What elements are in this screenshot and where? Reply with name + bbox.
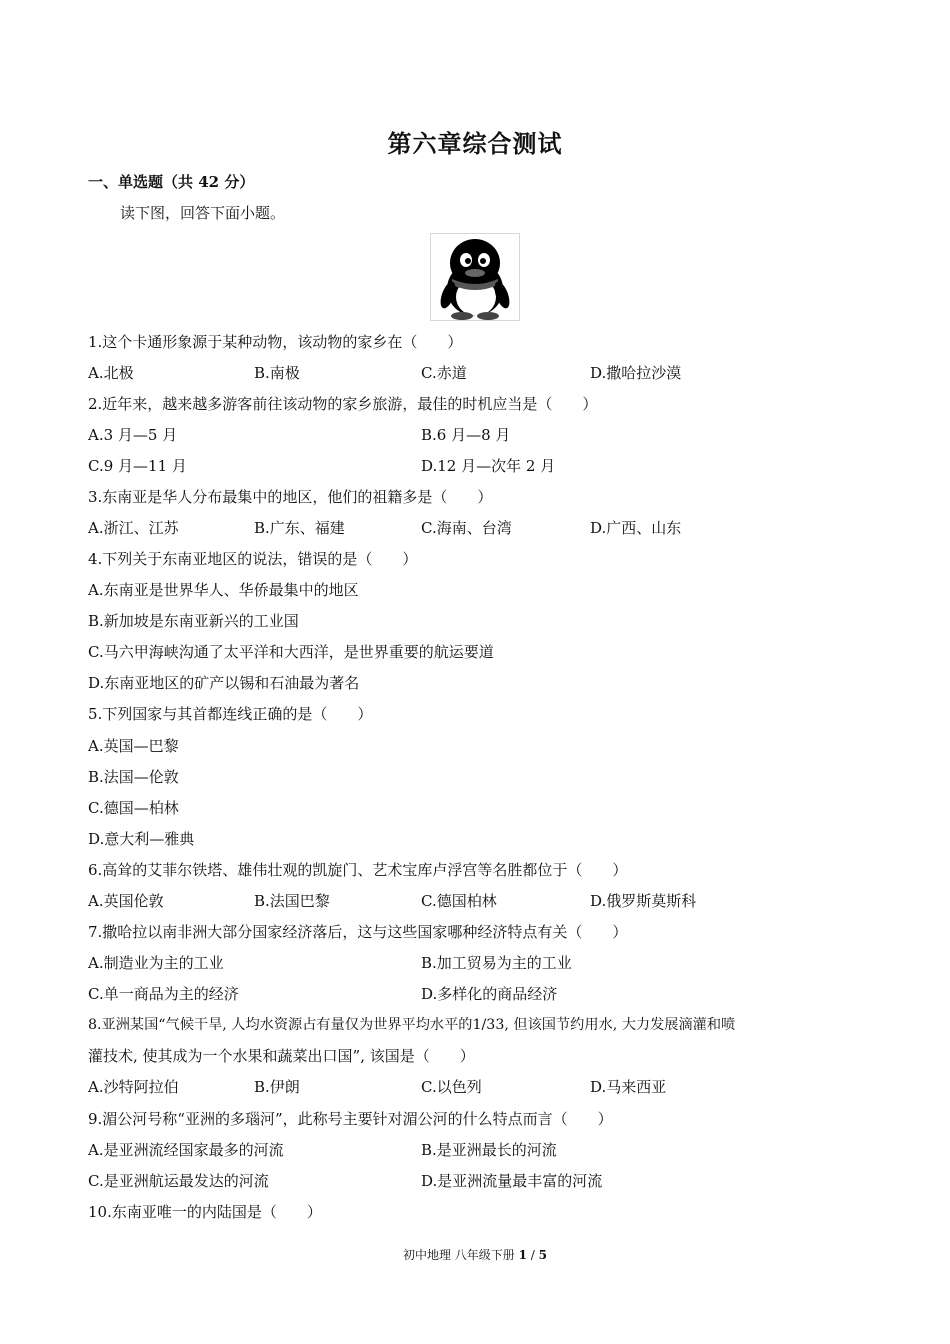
page-title: 第六章综合测试	[387, 129, 563, 158]
question-8-option-a[interactable]: A.沙特阿拉伯	[88, 1078, 179, 1096]
question-3-option-d[interactable]: D.广西、山东	[590, 519, 682, 537]
question-7-option-d[interactable]: D.多样化的商品经济	[421, 985, 558, 1003]
question-5-option-b[interactable]: B.法国—伦敦	[88, 768, 179, 786]
question-6-option-a[interactable]: A.英国伦敦	[88, 892, 164, 910]
question-5-option-d[interactable]: D.意大利—雅典	[88, 830, 195, 848]
footer-page-number: 1	[518, 1248, 527, 1262]
question-4-option-c[interactable]: C.马六甲海峡沟通了太平洋和大西洋，是世界重要的航运要道	[88, 643, 494, 661]
question-4-option-a[interactable]: A.东南亚是世界华人、华侨最集中的地区	[88, 581, 359, 599]
question-2-option-b[interactable]: B.6 月—8 月	[421, 426, 511, 444]
footer-subject: 初中地理 八年级下册	[402, 1248, 519, 1262]
question-3-option-a[interactable]: A.浙江、江苏	[88, 519, 179, 537]
question-7-option-b[interactable]: B.加工贸易为主的工业	[421, 954, 572, 972]
question-6-stem: 6.高耸的艾菲尔铁塔、雄伟壮观的凯旋门、艺术宝库卢浮宫等名胜都位于（ ）	[88, 861, 628, 879]
question-3-option-c[interactable]: C.海南、台湾	[421, 519, 512, 537]
question-2-stem: 2.近年来，越来越多游客前往该动物的家乡旅游，最佳的时机应当是（ ）	[88, 395, 598, 413]
question-3-stem: 3.东南亚是华人分布最集中的地区，他们的祖籍多是（ ）	[88, 488, 493, 506]
question-7-option-a[interactable]: A.制造业为主的工业	[88, 954, 224, 972]
question-5-stem: 5.下列国家与其首都连线正确的是（ ）	[88, 705, 373, 723]
question-6-option-c[interactable]: C.德国柏林	[421, 892, 497, 910]
question-4-option-d[interactable]: D.东南亚地区的矿产以锡和石油最为著名	[88, 674, 360, 692]
question-6-option-b[interactable]: B.法国巴黎	[254, 892, 330, 910]
question-1-option-a[interactable]: A.北极	[88, 364, 134, 382]
section-heading: 一、单选题（共 42 分）	[88, 173, 255, 191]
question-6-option-d[interactable]: D.俄罗斯莫斯科	[590, 892, 697, 910]
question-8-option-d[interactable]: D.马来西亚	[590, 1078, 667, 1096]
question-8-stem-line-1: 8.亚洲某国“气候干旱, 人均水资源占有量仅为世界平均水平的1/33, 但该国节约用水, 大力发展滴灌和喷	[88, 1017, 736, 1033]
question-1-stem: 1.这个卡通形象源于某种动物，该动物的家乡在（ ）	[88, 333, 463, 351]
question-9-option-b[interactable]: B.是亚洲最长的河流	[421, 1141, 557, 1159]
question-2-option-c[interactable]: C.9 月—11 月	[88, 457, 187, 475]
question-5-option-c[interactable]: C.德国—柏林	[88, 799, 179, 817]
question-2-option-a[interactable]: A.3 月—5 月	[88, 426, 178, 444]
footer-page-total: 5	[538, 1248, 548, 1262]
question-3-option-b[interactable]: B.广东、福建	[254, 519, 345, 537]
question-9-option-c[interactable]: C.是亚洲航运最发达的河流	[88, 1172, 269, 1190]
question-1-option-d[interactable]: D.撒哈拉沙漠	[590, 364, 682, 382]
question-9-option-d[interactable]: D.是亚洲流量最丰富的河流	[421, 1172, 603, 1190]
question-8-option-b[interactable]: B.伊朗	[254, 1078, 300, 1096]
question-7-option-c[interactable]: C.单一商品为主的经济	[88, 985, 239, 1003]
question-10-stem: 10.东南亚唯一的内陆国是（ ）	[88, 1203, 322, 1221]
question-2-option-d[interactable]: D.12 月—次年 2 月	[421, 457, 556, 475]
penguin-cartoon-icon	[430, 233, 520, 321]
question-7-stem: 7.撒哈拉以南非洲大部分国家经济落后，这与这些国家哪种经济特点有关（ ）	[88, 923, 628, 941]
question-4-stem: 4.下列关于东南亚地区的说法，错误的是（ ）	[88, 550, 418, 568]
question-1-option-c[interactable]: C.赤道	[421, 364, 467, 382]
question-9-option-a[interactable]: A.是亚洲流经国家最多的河流	[88, 1141, 284, 1159]
footer-separator: /	[526, 1248, 539, 1262]
question-8-option-c[interactable]: C.以色列	[421, 1078, 482, 1096]
question-1-option-b[interactable]: B.南极	[254, 364, 300, 382]
question-8-stem-line-2: 灌技术, 使其成为一个水果和蔬菜出口国”, 该国是（ ）	[88, 1047, 475, 1065]
question-9-stem: 9.湄公河号称“亚洲的多瑙河”，此称号主要针对湄公河的什么特点而言（ ）	[88, 1110, 613, 1128]
question-5-option-a[interactable]: A.英国—巴黎	[88, 737, 179, 755]
intro-text: 读下图，回答下面小题。	[120, 204, 286, 222]
question-4-option-b[interactable]: B.新加坡是东南亚新兴的工业国	[88, 612, 299, 630]
page-footer	[0, 1246, 950, 1263]
